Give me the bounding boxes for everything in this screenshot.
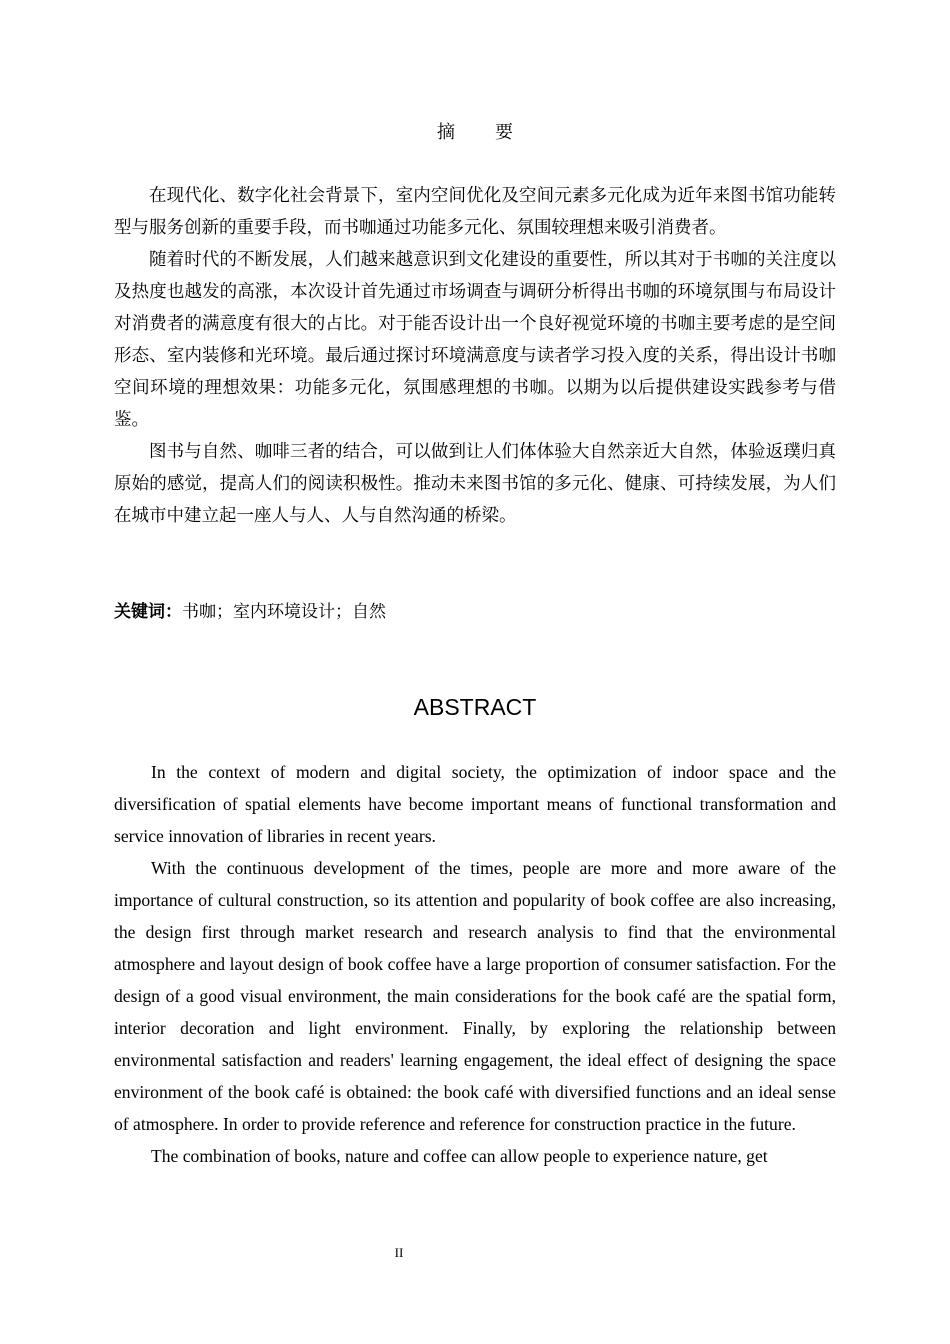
keywords-text: 书咖；室内环境设计；自然 xyxy=(182,602,386,622)
english-abstract-title: ABSTRACT xyxy=(413,694,537,720)
title-char-1: 摘 xyxy=(437,122,455,142)
english-paragraph-1: In the context of modern and digital society, the optimization of indoor space and the diversification of spatial elements have become important means of functional transformation and service innovation of libraries in recent years. xyxy=(114,762,836,846)
chinese-abstract-title xyxy=(0,120,950,144)
chinese-abstract-body xyxy=(114,180,836,532)
chinese-paragraph-3: 图书与自然、咖啡三者的结合，可以做到让人们体体验大自然亲近大自然，体验返璞归真原始的感觉，提高人们的阅读积极性。推动未来图书馆的多元化、健康、可持续发展，为人们在城市中建立起一座人与人、人与自然沟通的桥梁。 xyxy=(114,442,836,526)
chinese-paragraph-2: 随着时代的不断发展，人们越来越意识到文化建设的重要性，所以其对于书咖的关注度以及热度也越发的高涨，本次设计首先通过市场调查与调研分析得出书咖的环境氛围与布局设计对消费者的满意度有很大的占比。对于能否设计出一个良好视觉环境的书咖主要考虑的是空间形态、室内装修和光环境。最后通过探讨环境满意度与读者学习投入度的关系，得出设计书咖空间环境的理想效果：功能多元化，氛围感理想的书咖。以期为以后提供建设实践参考与借鉴。 xyxy=(114,250,836,430)
chinese-paragraph-1: 在现代化、数字化社会背景下，室内空间优化及空间元素多元化成为近年来图书馆功能转型与服务创新的重要手段，而书咖通过功能多元化、氛围较理想来吸引消费者。 xyxy=(114,186,836,238)
english-paragraph-2: With the continuous development of the times, people are more and more aware of the importance of cultural construction, so its attention and popularity of book coffee are also increasing, the design first through market research and research analysis to find that the environmental atmosphere and layout design of book coffee have a large proportion of consumer satisfaction. For the design of a good visual environment, the main considerations for the book café are the spatial form, interior decoration and light environment. Finally, by exploring the relationship between environmental satisfaction and readers' learning engagement, the ideal effect of designing the space environment of the book café is obtained: the book café with diversified functions and an ideal sense of atmosphere. In order to provide reference and reference for construction practice in the future. xyxy=(114,858,836,1134)
title-char-2: 要 xyxy=(495,122,513,142)
english-abstract-body xyxy=(114,756,836,1172)
english-paragraph-3: The combination of books, nature and coffee can allow people to experience nature, get xyxy=(151,1146,768,1166)
keywords-label: 关键词： xyxy=(114,602,182,622)
chinese-keywords xyxy=(114,598,386,626)
page-number: II xyxy=(394,1245,404,1260)
